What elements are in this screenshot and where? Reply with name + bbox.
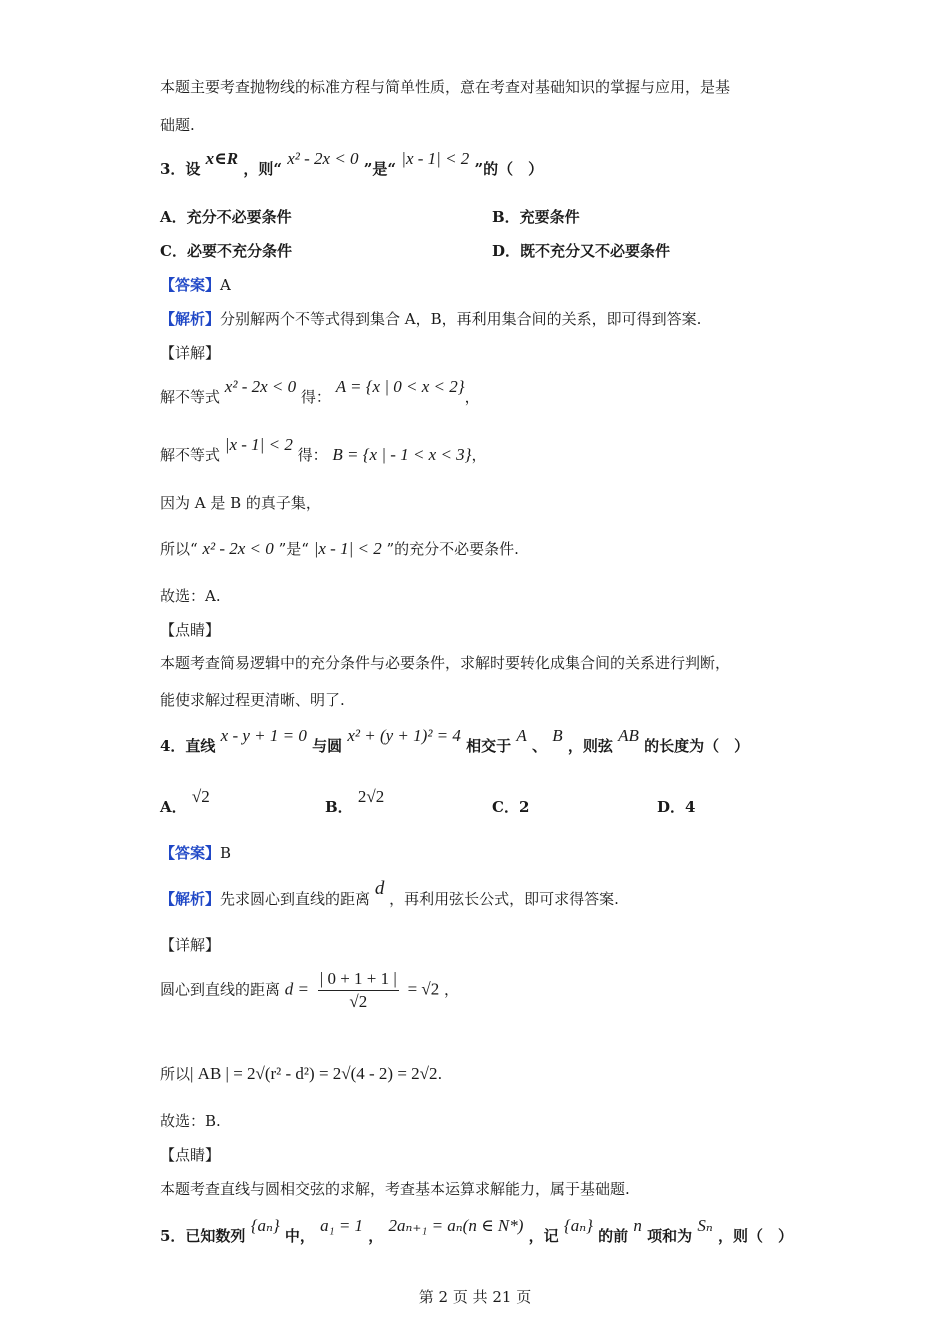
q4-option-a: [160, 787, 210, 817]
question-4: [160, 726, 800, 757]
q3-d1-text-b: 得：: [300, 388, 331, 406]
q4-answer-value: B: [220, 844, 232, 862]
q3-analysis-tag: 【解析】: [160, 310, 221, 328]
q4-math-5: AB: [618, 726, 639, 745]
q5-text-1: 中，: [284, 1227, 315, 1245]
q4-math-2: x² + (y + 1)² = 4: [347, 726, 461, 745]
q3-d4-text-c: ”的充分不必要条件.: [386, 540, 519, 558]
q5-text-2: ，: [368, 1227, 384, 1245]
q4-d2-text-a: 所以: [160, 1065, 191, 1083]
q3-answer-value: A: [220, 276, 231, 294]
q3-answer-tag: 【答案】: [160, 276, 221, 294]
question-5: [160, 1216, 800, 1247]
q3-d1-text-c: ，: [464, 388, 480, 406]
q4-option-b: [325, 787, 385, 817]
q4-d2-math: | AB | = 2√(r² - d²) = 2√(4 - 2) = 2√2: [190, 1064, 438, 1083]
q3-d2-text-c: ，: [471, 446, 487, 464]
q3-number: 3．设: [160, 160, 201, 178]
q4-d1-denominator: √2: [349, 992, 368, 1011]
q3-d2-math-1: |x - 1| < 2: [224, 435, 293, 454]
q4-d1-text-a: 圆心到直线的距离: [160, 980, 281, 999]
q4-d1-fraction: [318, 968, 399, 1013]
q3-option-d: D．既不充分又不必要条件: [492, 242, 671, 260]
q5-math-6: Sₙ: [697, 1216, 713, 1235]
q3-d4-math-1: x² - 2x < 0: [202, 539, 274, 558]
q4-option-d: D．4: [657, 798, 696, 816]
q3-text-2: ”是“: [363, 160, 397, 178]
q3-comment-line-2: 能使求解过程更清晰、明了.: [160, 691, 345, 709]
q4-detail-line-1: [160, 968, 800, 1013]
q5-math-4: {aₙ}: [563, 1216, 593, 1235]
q4-d2-text-c: .: [437, 1065, 443, 1083]
q4-selection: 故选：B.: [160, 1112, 221, 1130]
q3-option-b: B．充要条件: [492, 208, 580, 226]
q3-option-c: C．必要不充分条件: [160, 242, 292, 260]
q3-comment-line-1: 本题考查简易逻辑中的充分条件与必要条件，求解时要转化成集合间的关系进行判断，: [160, 654, 731, 672]
q4-detail-line-2: [160, 1063, 800, 1085]
intro-line-1: 本题主要考查抛物线的标准方程与简单性质，意在考查对基础知识的掌握与应用，是基: [160, 78, 731, 96]
q4-option-b-value: 2√2: [357, 787, 385, 806]
q3-analysis-text: 分别解两个不等式得到集合 A，B，再利用集合间的关系，即可得到答案.: [220, 310, 702, 328]
q3-d2-text-a: 解不等式: [160, 446, 221, 464]
page-footer: 第 2 页 共 21 页: [418, 1288, 532, 1306]
question-3: [160, 149, 800, 180]
q4-analysis-text-a: 先求圆心到直线的距离: [220, 890, 371, 908]
q3-comment-heading: 【点睛】: [160, 621, 221, 639]
q3-detail-line-2: [160, 435, 800, 466]
q5-text-3: ，记: [528, 1227, 559, 1245]
q3-math-3: |x - 1| < 2: [401, 149, 470, 168]
q4-d1-math-2: = √2: [407, 979, 440, 999]
q4-math-1: x - y + 1 = 0: [220, 726, 307, 745]
q3-d1-math-2: A = {x | 0 < x < 2}: [335, 377, 465, 396]
q4-text-3: 、: [532, 737, 548, 755]
q3-option-a: A．充分不必要条件: [160, 208, 292, 226]
q3-d4-text-a: 所以“: [160, 540, 198, 558]
q4-math-4: B: [552, 726, 563, 745]
q5-text-5: 项和为: [647, 1227, 693, 1245]
q3-math-2: x² - 2x < 0: [287, 149, 359, 168]
q4-option-b-label: B．: [325, 798, 353, 816]
q3-d1-text-a: 解不等式: [160, 388, 221, 406]
q5-math-1: {aₙ}: [250, 1216, 280, 1235]
q4-analysis-tag: 【解析】: [160, 890, 221, 908]
q4-option-a-label: A．: [160, 798, 187, 816]
q3-d4-text-b: ”是“: [278, 540, 309, 558]
q3-math-1: x∈R: [205, 149, 239, 168]
q4-math-3: A: [516, 726, 527, 745]
q3-d2-text-b: 得：: [297, 446, 328, 464]
q3-text-1: ，则“: [243, 160, 282, 178]
q3-selection: 故选：A.: [160, 587, 221, 605]
q3-detail-line-3: 因为 A 是 B 的真子集，: [160, 494, 321, 512]
q5-number: 5．已知数列: [160, 1227, 246, 1245]
q4-text-1: 与圆: [312, 737, 343, 755]
q4-d1-numerator: | 0 + 1 + 1 |: [318, 968, 399, 991]
q5-math-3: 2aₙ₊₁ = aₙ(n ∈ N*): [388, 1216, 524, 1235]
q4-d1-math-1: d =: [284, 979, 310, 999]
q4-analysis-text-b: ，再利用弦长公式，即可求得答案.: [389, 890, 619, 908]
q4-comment-heading: 【点睛】: [160, 1146, 221, 1164]
intro-line-2: 础题.: [160, 116, 195, 134]
q4-answer-tag: 【答案】: [160, 844, 221, 862]
q4-analysis-math: d: [374, 878, 385, 899]
q4-option-a-value: √2: [191, 787, 210, 806]
q3-detail-heading: 【详解】: [160, 344, 221, 362]
q4-d1-text-c: ，: [444, 980, 460, 999]
q4-number: 4．直线: [160, 737, 216, 755]
q3-d2-math-2: B = {x | - 1 < x < 3}: [332, 445, 472, 464]
q3-analysis: [160, 308, 800, 330]
q5-text-4: 的前: [598, 1227, 629, 1245]
q4-analysis: [160, 878, 800, 910]
q5-text-6: ，则（ ）: [718, 1227, 794, 1245]
q3-detail-line-1: [160, 377, 800, 408]
q4-detail-heading: 【详解】: [160, 936, 221, 954]
q4-answer: [160, 842, 800, 864]
q3-answer: [160, 274, 800, 296]
q4-comment-line-1: 本题考查直线与圆相交弦的求解，考查基本运算求解能力，属于基础题.: [160, 1180, 630, 1198]
q3-d4-math-2: |x - 1| < 2: [313, 539, 382, 558]
q5-math-5: n: [633, 1216, 642, 1235]
q4-text-4: ，则弦: [567, 737, 613, 755]
q5-math-2: a₁ = 1: [320, 1216, 364, 1235]
q3-detail-line-4: [160, 538, 800, 560]
q4-text-5: 的长度为（ ）: [644, 737, 750, 755]
q4-option-c: C．2: [492, 798, 530, 816]
q3-d1-math-1: x² - 2x < 0: [224, 377, 297, 396]
q3-text-3: ”的（ ）: [474, 160, 544, 178]
q4-text-2: 相交于: [466, 737, 512, 755]
